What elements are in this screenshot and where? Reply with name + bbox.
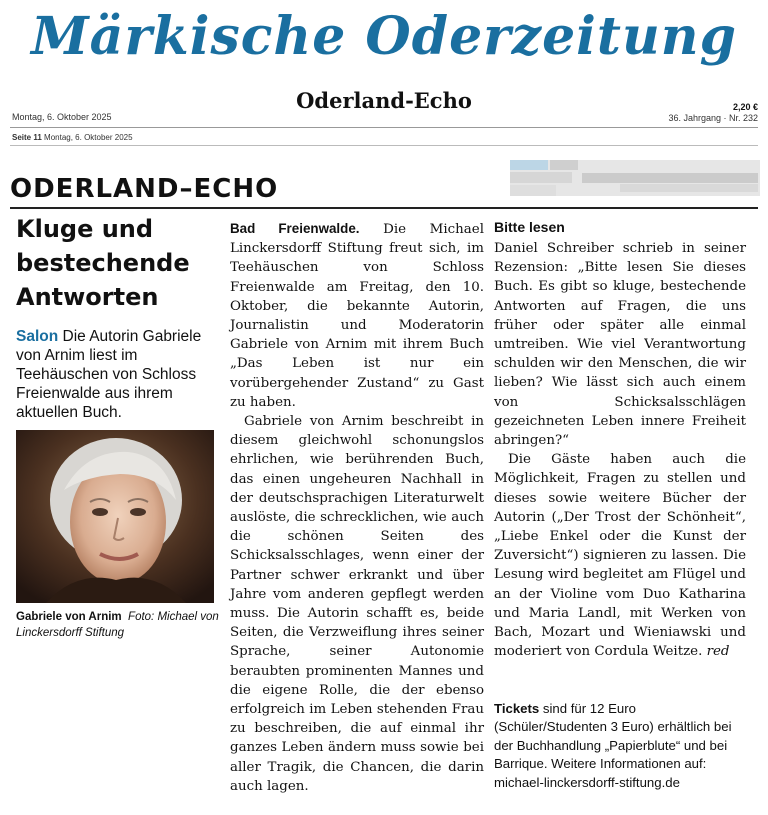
blurred-ad-placeholder bbox=[510, 160, 760, 196]
author-initials: red bbox=[706, 644, 730, 660]
teaser-text: Die Autorin Gabriele von Arnim liest im Teehäuschen von Schloss Freienwalde aus ihrem aktuellen Buch. bbox=[16, 328, 202, 421]
article-paragraph bbox=[230, 219, 484, 412]
photo-caption bbox=[16, 609, 221, 641]
tickets-text: sind für 12 Euro (Schüler/Studenten 3 Euro) erhältlich bei der Buchhandlung „Papierblute“ und bei Barrique. Weitere Informationen auf: michael-linckersdorff-stiftung.de bbox=[494, 701, 732, 790]
dateline: Bad Freienwalde. bbox=[230, 221, 360, 236]
portrait-icon bbox=[16, 430, 214, 603]
article-paragraph: Daniel Schreiber schrieb in seiner Rezension: „Bitte lesen Sie dieses Buch. Es gibt so kluge, bestechende Antworten auf Fragen, die uns früher oder später alle einmal umtreiben. Wie viel Verantwortung schulden wir den Menschen, die wir lieben? Wie lässt sich auch einem von Schicksalsschlägen gezeichneten Leben innere Freiheit abringen?“ bbox=[494, 241, 746, 449]
paragraph-text: Die Michael Linckersdorff Stiftung freut sich, im Teehäuschen von Schloss Freienwalde am Freitag, den 10. Oktober, die bekannte Autorin, Journalistin und Moderatorin Gabriele von Arnim mit ihrem Buch „Das Leben ist nur ein vorübergehender Zustand“ zu Gast zu haben. bbox=[230, 222, 484, 410]
article-teaser bbox=[16, 327, 216, 422]
article-headline: Kluge und bestechende Antworten bbox=[16, 215, 190, 311]
article-paragraph bbox=[494, 450, 746, 661]
issue-number: 36. Jahrgang · Nr. 232 bbox=[668, 113, 758, 123]
article-column-1 bbox=[230, 219, 484, 796]
teaser-kicker: Salon bbox=[16, 328, 59, 345]
price: 2,20 € bbox=[732, 102, 758, 112]
section-band-rule bbox=[10, 207, 758, 209]
article-subhead: Bitte lesen bbox=[494, 219, 565, 235]
page-label: Seite 11 bbox=[12, 133, 42, 142]
caption-name: Gabriele von Arnim bbox=[16, 611, 122, 623]
section-band-title: ODERLAND–ECHO bbox=[10, 174, 279, 204]
author-photo bbox=[16, 430, 214, 603]
section-title: Oderland-Echo bbox=[296, 88, 472, 113]
masthead-title: Märkische Oderzeitung bbox=[31, 6, 737, 67]
caption-credit: Foto: Michael von Linckersdorff Stiftung bbox=[16, 611, 219, 639]
page-rule bbox=[10, 145, 758, 146]
tickets-label: Tickets bbox=[494, 701, 540, 716]
article-paragraph: Gabriele von Arnim beschreibt in diesem gleichwohl schonungslos ehrlichen, wie berührenden Buch, das einen ungeheuren Nachhall in der deutschsprachigen Literaturwelt auslöste, die schrecklichen, wie auch die schönen Seiten des Schicksalsschlages, wenn einer der Partner schwer erkrankt und über Jahre vom anderen gepflegt werden muss. Die Autorin schafft es, beide Seiten, die Verzweiflung ihres seiner Sprache, seiner Autonomie beraubten prominenten Mannes und die eigene Rolle, die der ebenso erfolgreich im Leben stehenden Frau zu beschreiben, die auf einmal ihr ganzes Leben ändern muss sowie bei aller Tragik, die Chancen, die darin auch lagen. bbox=[230, 414, 484, 794]
edition-date: Montag, 6. Oktober 2025 bbox=[12, 112, 112, 122]
page-date: Montag, 6. Oktober 2025 bbox=[44, 133, 133, 142]
tickets-info bbox=[494, 700, 752, 792]
article-column-2 bbox=[494, 239, 746, 661]
paragraph-text: Die Gäste haben auch die Möglichkeit, Fragen zu stellen und dieses sowie weitere Bücher der Autorin („Der Trost der Schönheit“, „Liebe Enkel oder die Kunst der Zuversicht“) signieren zu lassen. Die Lesung wird begleitet am Flügel und an der Violine vom Duo Katharina und Maria Landl, mit Werken von Bach, Mozart und Wieniawski und moderiert von Cordula Weitze. bbox=[494, 452, 746, 660]
page-info bbox=[12, 133, 133, 142]
header-rule bbox=[10, 127, 758, 128]
